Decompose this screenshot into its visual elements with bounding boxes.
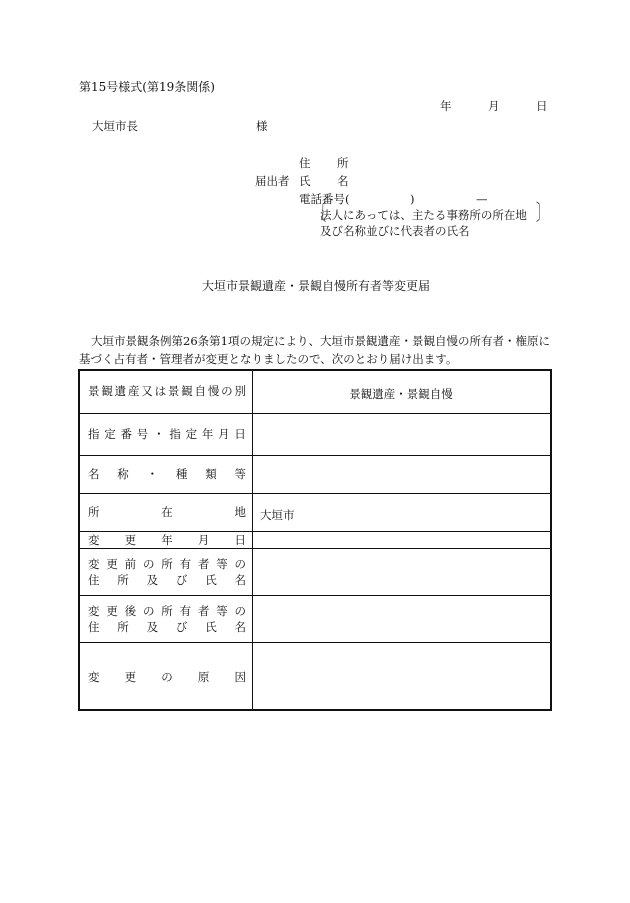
change-notice-table	[78, 369, 552, 711]
addressee: 大垣市長	[92, 119, 138, 133]
date-day-label: 日	[536, 99, 548, 113]
table-row-location	[80, 493, 550, 531]
row-label-reason: 変 更 の 原 因	[88, 670, 246, 684]
body-line-1: 大垣市景観条例第26条第1項の規定により、大垣市景観遺産・景観自慢の所有者・権原に	[91, 334, 550, 348]
applicant-label: 届出者	[255, 174, 290, 188]
row-label-location: 所 在 地	[88, 505, 246, 519]
row-label-after-owner-a: 変 更 後 の 所 有 者 等 の	[88, 604, 246, 618]
row-label-name-type: 名 称 ・ 種 類 等	[88, 467, 246, 481]
date-year-label: 年	[440, 99, 452, 113]
name-label-char-1: 氏	[299, 174, 311, 188]
name-label-char-2: 名	[337, 174, 349, 188]
table-row-after-owner	[80, 595, 550, 642]
phone-dash: —	[476, 192, 488, 206]
row-label-change-date: 変 更 年 月 日	[88, 533, 246, 547]
address-label-char-1: 住	[299, 156, 311, 170]
row-label-category: 景 観 遺 産 又 は 景 観 自 慢 の 別	[88, 384, 246, 398]
table-row-designation	[80, 413, 550, 455]
note-left-brace: 〔	[313, 201, 327, 226]
table-row-change-date	[80, 531, 550, 548]
table-row-before-owner	[80, 548, 550, 595]
date-month-label: 月	[488, 99, 500, 113]
document-title: 大垣市景観遺産・景観自慢所有者等変更届	[202, 279, 431, 293]
address-label-char-2: 所	[337, 156, 349, 170]
phone-label: 電話番号(	[299, 192, 350, 206]
table-row-category	[80, 371, 550, 413]
corp-note-line-1: 法人にあっては、主たる事務所の所在地	[320, 208, 527, 222]
row-value-location: 大垣市	[260, 508, 295, 522]
row-value-category: 景観遺産・景観自慢	[349, 387, 453, 401]
table-row-reason	[80, 642, 550, 711]
phone-close-paren: )	[410, 192, 415, 206]
row-label-before-owner-a: 変 更 前 の 所 有 者 等 の	[88, 557, 246, 571]
body-line-2: 基づく占有者・管理者が変更となりましたので、次のとおり届け出ます。	[79, 352, 458, 366]
honorific: 様	[256, 119, 268, 133]
table-row-name-type	[80, 455, 550, 493]
form-number: 第15号様式(第19条関係)	[79, 80, 215, 94]
corp-note-line-2: 及び名称並びに代表者の氏名	[320, 224, 470, 238]
row-label-designation: 指 定 番 号 ・ 指 定 年 月 日	[88, 427, 246, 441]
row-label-after-owner-b: 住 所 及 び 氏 名	[88, 620, 246, 634]
row-label-before-owner-b: 住 所 及 び 氏 名	[88, 573, 246, 587]
note-right-brace: 〕	[535, 201, 549, 226]
